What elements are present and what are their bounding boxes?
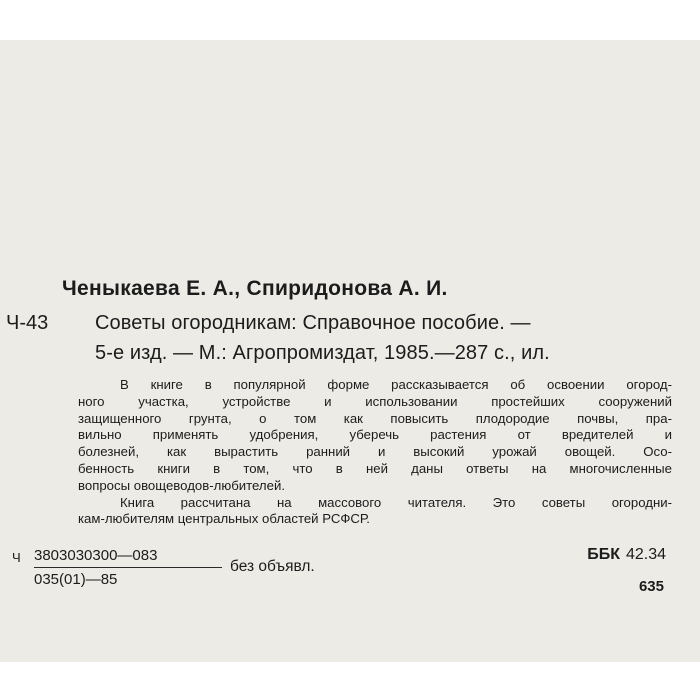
abstract-line: В книге в популярной форме рассказывается об освоении огород- — [120, 377, 672, 392]
title-line-1: Советы огородникам: Справочное пособие. — — [95, 312, 531, 334]
bbk-classification — [587, 546, 666, 564]
catalog-card — [0, 40, 700, 662]
abstract-line: вопросы овощеводов-любителей. — [78, 477, 285, 493]
fraction-rule — [34, 567, 222, 568]
index-denominator: 035(01)—85 — [34, 571, 118, 588]
bbk-label: ББК — [587, 546, 620, 563]
index-mark: Ч — [12, 550, 21, 565]
abstract-line: защищенного грунта, о том как повысить плодородие почвы, пра- — [78, 410, 672, 426]
abstract-line: бенность книги в том, что в ней даны ответы на многочисленные — [78, 460, 672, 476]
classification-code: Ч-43 — [6, 312, 49, 334]
abstract-line: кам-любителям центральных областей РСФСР. — [78, 511, 370, 527]
page-code: 635 — [638, 578, 664, 595]
abstract-line: болезней, как вырастить ранний и высокий урожай овощей. Осо- — [78, 444, 672, 460]
abstract-line: Книга рассчитана на массового читателя. Это советы огородни- — [120, 494, 672, 510]
title-line-2: 5-е изд. — М.: Агропромиздат, 1985.—287 с., ил. — [95, 342, 550, 364]
authors: Ченыкаева Е. А., Спиридонова А. И. — [62, 277, 448, 300]
bbk-number: 42.34 — [625, 546, 666, 563]
no-ad-note: без объявл. — [230, 558, 315, 575]
index-numerator: 3803030300—083 — [34, 547, 158, 564]
abstract — [78, 377, 672, 528]
abstract-line: вильно применять удобрения, уберечь растения от вредителей и — [78, 427, 672, 443]
abstract-line: ного участка, устройстве и использовании простейших сооружений — [78, 393, 672, 409]
